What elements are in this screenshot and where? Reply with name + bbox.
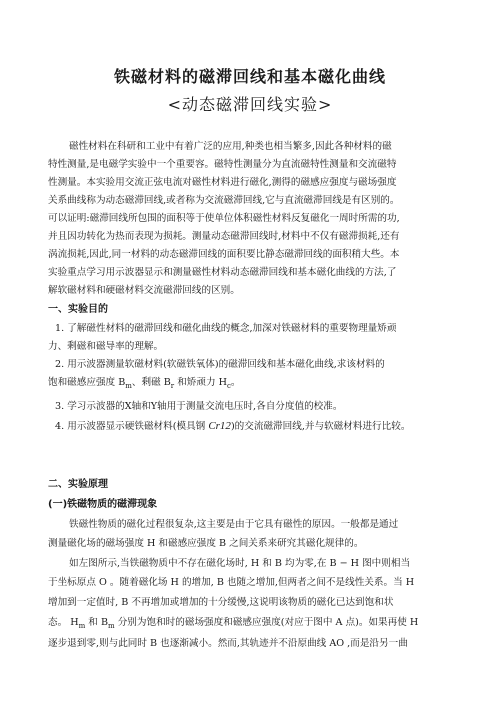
principle-line: 态。 $H_m$ 和 $B_m$ 分别为饱和时的磁场强度和磁感应强度(对应于图中 A 点)。如果再使 H bbox=[48, 617, 419, 630]
subsection-heading: (一)铁磁物质的磁滞现象 bbox=[48, 499, 158, 510]
objective-item: 4. 用示波器显示硬铁磁材料(模具钢 Cr12)的交流磁滞回线,并与软磁材料进行比较。 bbox=[55, 420, 411, 432]
intro-line: 涡流损耗,因此,同一材料的动态磁滞回线的面积要比静态磁滞回线的面积稍大些。本 bbox=[48, 249, 400, 260]
document-title: 铁磁材料的磁滞回线和基本磁化曲线 bbox=[113, 67, 386, 86]
objective-item: 1. 了解磁性材料的磁滞回线和磁化曲线的概念,加深对铁磁材料的重要物理量矫顽 bbox=[55, 323, 397, 334]
document-subtitle: <动态磁滞回线实验> bbox=[167, 95, 333, 114]
objective-item-continued: 饱和磁感应强度 $B_m$、剩磁 $B_r$ 和矫顽力 $H_c$。 bbox=[48, 377, 241, 390]
principle-line: 于坐标原点 O 。随着磁化场 H 的增加, B 也随之增加,但两者之间不是线性关系。当 H bbox=[48, 577, 415, 588]
section-heading: 一、实验目的 bbox=[48, 304, 108, 315]
intro-line: 性测量。本实验用交流正弦电流对磁性材料进行磁化,测得的磁感应强度与磁场强度 bbox=[48, 177, 397, 188]
intro-line: 实验重点学习用示波器显示和测量磁性材料动态磁滞回线和基本磁化曲线的方法,了 bbox=[48, 267, 397, 278]
principle-line: 如左图所示,当铁磁物质中不存在磁化场时, H 和 B 均为零,在 B − H 图中则相当 bbox=[69, 558, 411, 569]
intro-line: 特性测量,是电磁学实验中一个重要容。磁特性测量分为直流磁特性测量和交流磁特 bbox=[48, 159, 397, 170]
intro-line: 关系曲线称为动态磁滞回线,或者称为交流磁滞回线,它与直流磁滞回线是有区别的。 bbox=[48, 195, 400, 206]
principle-line: 铁磁性物质的磁化过程很复杂,这主要是由于它具有磁性的原因。一般都是通过 bbox=[69, 519, 399, 530]
objective-item: 3. 学习示波器的X轴和Y轴用于测量交流电压时,各自分度值的校准。 bbox=[55, 401, 343, 412]
intro-line: 磁性材料在科研和工业中有着广泛的应用,种类也相当繁多,因此各种材料的磁 bbox=[69, 141, 392, 152]
intro-line: 可以证明:磁滞回线所包围的面积等于使单位体积磁性材料反复磁化一周时所需的功, bbox=[48, 213, 400, 224]
principle-line: 逐步退到零,则与此同时 B 也逐渐减小。然而,其轨迹并不沿原曲线 AO ,而是沿另一曲 bbox=[48, 638, 408, 649]
principle-line: 测量磁化场的磁场强度 H 和磁感应强度 B 之间关系来研究其磁化规律的。 bbox=[48, 538, 364, 549]
objective-item-continued: 力、剩磁和磁导率的理解。 bbox=[48, 341, 164, 352]
section-heading: 二、实验原理 bbox=[48, 479, 108, 490]
intro-line: 解软磁材料和硬磁材料交流磁滞回线的区别。 bbox=[48, 285, 240, 296]
intro-line: 并且因功转化为热而表现为损耗。测量动态磁滞回线时,材料中不仅有磁滞损耗,还有 bbox=[48, 231, 400, 242]
objective-item: 2. 用示波器测量软磁材料(软磁铁氧体)的磁滞回线和基本磁化曲线,求该材料的 bbox=[55, 359, 385, 370]
principle-line: 增加到一定值时, B 不再增加或增加的十分缓慢,这说明该物质的磁化已达到饱和状 bbox=[48, 597, 394, 608]
